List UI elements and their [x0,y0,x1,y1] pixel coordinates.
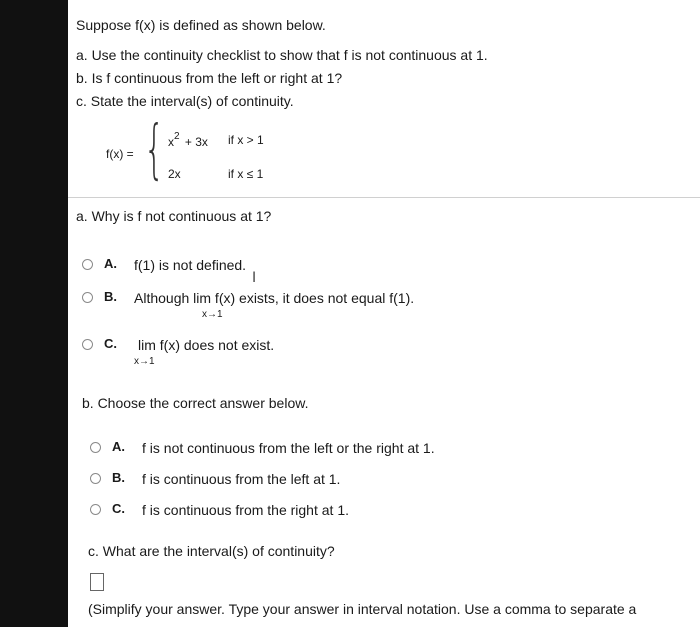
radio-button[interactable] [90,473,101,484]
option-letter: B. [112,470,125,485]
radio-button[interactable] [82,339,93,350]
radio-button[interactable] [90,442,101,453]
problem-part-a: a. Use the continuity checklist to show that f is not continuous at 1. [76,47,488,63]
text-cursor-icon: I [252,270,257,286]
option-text: f is continuous from the right at 1. [142,502,349,518]
limit-subscript: x→1 [134,356,155,367]
option-text: Although lim f(x) exists, it does not equal f(1). [134,290,415,306]
problem-part-b: b. Is f continuous from the left or right at 1? [76,70,343,86]
answer-hint: (Simplify your answer. Type your answer in interval notation. Use a comma to separate a [88,601,637,617]
option-letter: C. [112,501,125,516]
piecewise-brace: { [144,113,165,187]
option-text: lim f(x) does not exist. [138,337,275,353]
option-text: f is not continuous from the left or the right at 1. [142,440,435,456]
left-dark-bar [0,0,68,627]
piece2-condition: if x ≤ 1 [228,167,264,181]
piece1-condition: if x > 1 [228,133,264,147]
option-text: f is continuous from the left at 1. [142,471,341,487]
option-text: f(1) is not defined. [134,257,247,273]
radio-button[interactable] [82,292,93,303]
radio-button[interactable] [90,504,101,515]
option-letter: C. [104,336,117,351]
question-a-prompt: a. Why is f not continuous at 1? [76,208,272,224]
option-letter: A. [104,256,117,271]
piece1-expression: $x^2 + 3x$ [168,131,208,149]
question-b-prompt: b. Choose the correct answer below. [82,395,309,411]
question-panel [68,0,700,627]
option-letter: B. [104,289,117,304]
radio-button[interactable] [82,259,93,270]
question-c-prompt: c. What are the interval(s) of continuity? [88,543,335,559]
option-letter: A. [112,439,125,454]
section-divider [68,197,700,198]
piece2-expression: 2x [168,167,181,181]
interval-answer-input[interactable] [90,573,104,591]
problem-part-c: c. State the interval(s) of continuity. [76,93,294,109]
function-label: f(x) = [106,147,134,161]
limit-subscript: x→1 [202,309,223,320]
problem-intro: Suppose f(x) is defined as shown below. [76,17,326,33]
